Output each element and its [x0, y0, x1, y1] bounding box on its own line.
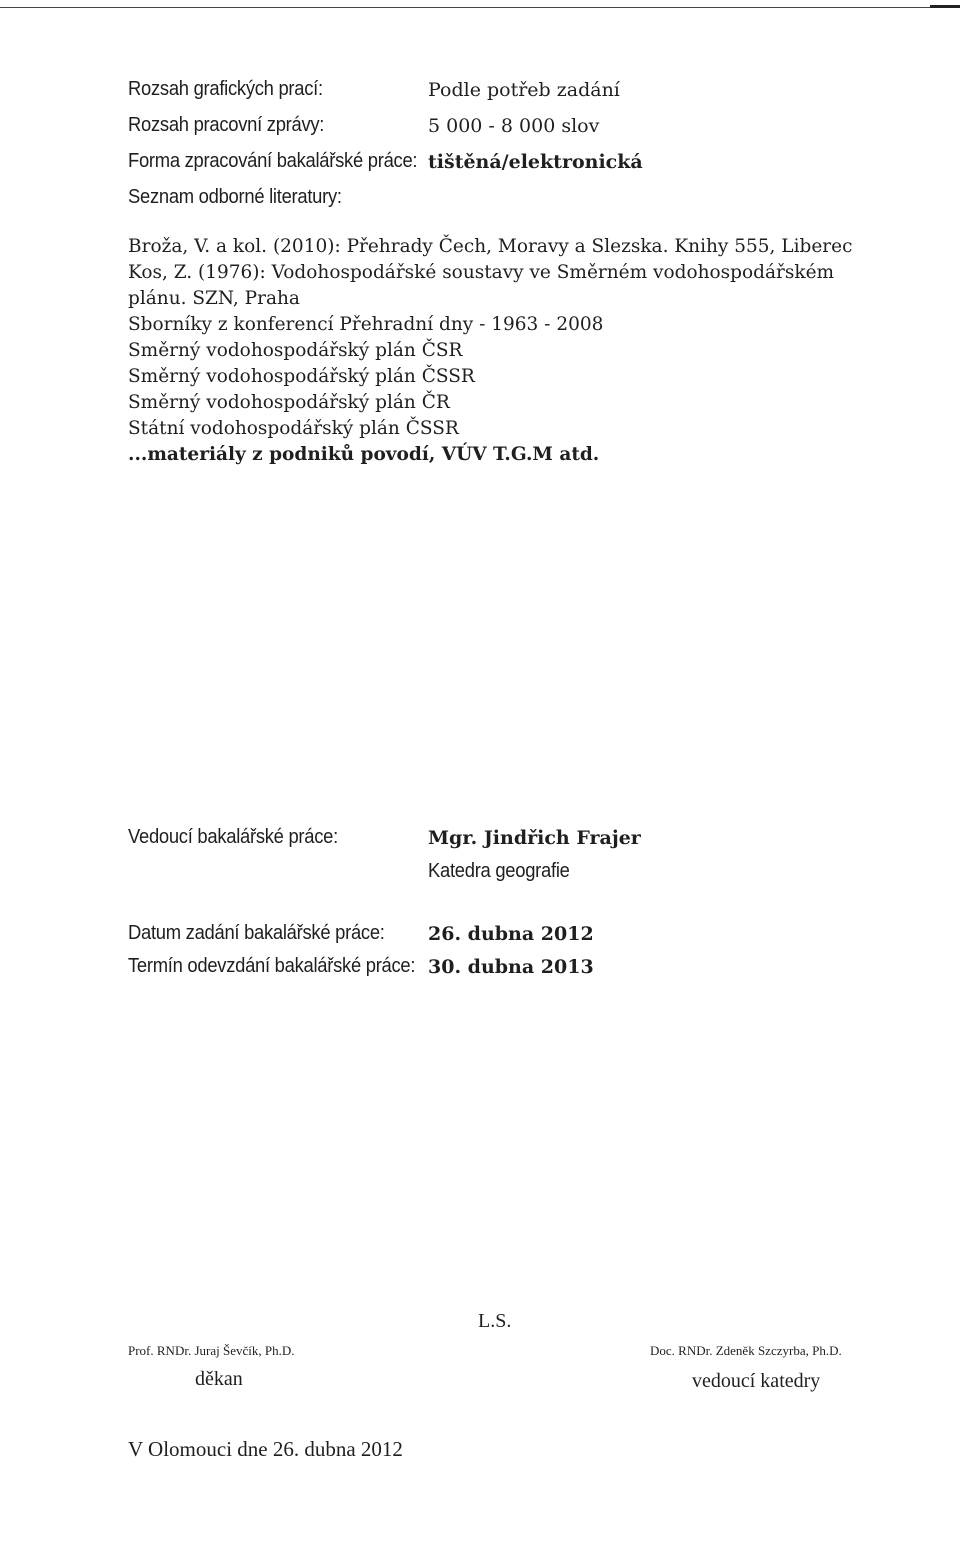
graphics-label: Rozsah grafických prací: [128, 78, 323, 100]
due-label: Termín odevzdání bakalářské práce: [128, 955, 416, 977]
literature-item: Kos, Z. (1976): Vodohospodářské soustavy ve Směrném vodohospodářském [128, 262, 835, 283]
supervisor-name: Mgr. Jindřich Frajer [428, 827, 641, 849]
report-value: 5 000 - 8 000 slov [428, 115, 600, 137]
literature-item: Broža, V. a kol. (2010): Přehrady Čech, Moravy a Slezska. Knihy 555, Liberec [128, 236, 853, 257]
form-value: tištěná/elektronická [428, 151, 643, 173]
due-value: 30. dubna 2013 [428, 956, 594, 978]
literature-item: Směrný vodohospodářský plán ČSR [128, 340, 463, 361]
head-name: Doc. RNDr. Zdeněk Szczyrba, Ph.D. [650, 1343, 842, 1358]
form-label: Forma zpracování bakalářské práce: [128, 150, 418, 172]
literature-item: Směrný vodohospodářský plán ČR [128, 392, 450, 413]
literature-item: plánu. SZN, Praha [128, 288, 300, 309]
literature-label: Seznam odborné literatury: [128, 186, 342, 208]
assigned-value: 26. dubna 2012 [428, 923, 594, 945]
dean-role: děkan [195, 1368, 243, 1390]
graphics-value: Podle potřeb zadání [428, 79, 620, 101]
literature-list [128, 234, 853, 468]
top-rule-mark [930, 5, 960, 8]
assigned-label: Datum zadání bakalářské práce: [128, 922, 385, 944]
top-rule [0, 7, 960, 8]
literature-item: Státní vodohospodářský plán ČSSR [128, 418, 459, 439]
head-role: vedoucí katedry [692, 1370, 821, 1392]
place-date: V Olomouci dne 26. dubna 2012 [128, 1437, 403, 1461]
literature-item: ...materiály z podniků povodí, VÚV T.G.M atd. [128, 444, 600, 465]
supervisor-label: Vedoucí bakalářské práce: [128, 826, 338, 848]
seal-mark: L.S. [478, 1310, 512, 1332]
dean-name: Prof. RNDr. Juraj Ševčík, Ph.D. [128, 1343, 295, 1358]
supervisor-department: Katedra geografie [428, 860, 570, 882]
report-label: Rozsah pracovní zprávy: [128, 114, 325, 136]
literature-item: Směrný vodohospodářský plán ČSSR [128, 366, 475, 387]
literature-item: Sborníky z konferencí Přehradní dny - 1963 - 2008 [128, 314, 604, 335]
